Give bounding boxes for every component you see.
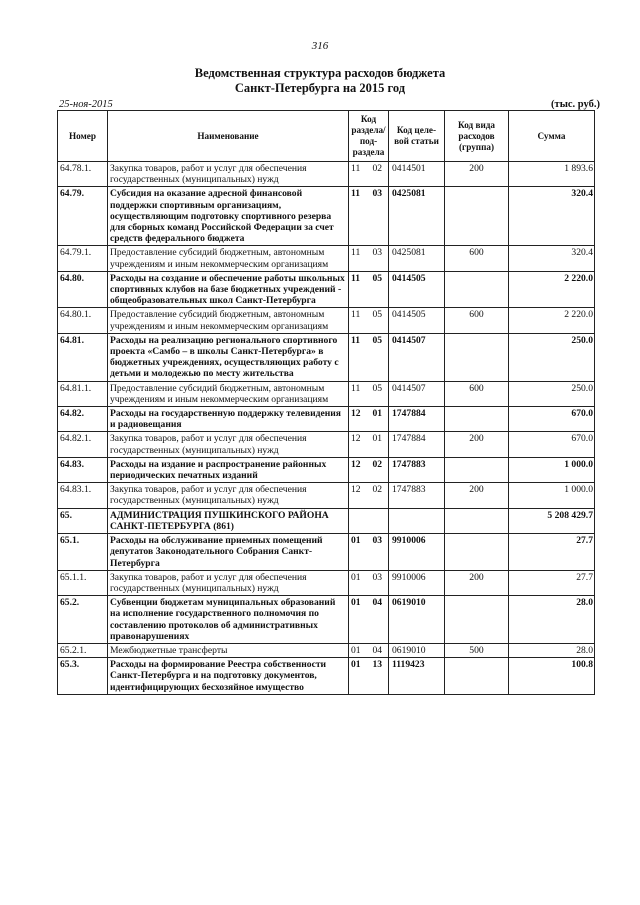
row-subsection: 01 bbox=[372, 433, 383, 445]
row-expense-type bbox=[445, 407, 509, 432]
row-section bbox=[349, 509, 367, 511]
row-section: 01 bbox=[351, 597, 361, 609]
row-section: 01 bbox=[351, 535, 361, 547]
row-target-code: 0414507 bbox=[389, 333, 445, 381]
document-date: 25-ноя-2015 bbox=[59, 99, 113, 110]
title-line-1: Ведомственная структура расходов бюджета bbox=[194, 66, 446, 80]
row-section: 01 bbox=[351, 571, 361, 583]
row-subsection: 03 bbox=[372, 571, 383, 583]
row-subsection bbox=[367, 509, 389, 511]
row-amount: 2 220.0 bbox=[509, 308, 595, 333]
row-name: Закупка товаров, работ и услуг для обеспечения государственных (муниципальных) нужд bbox=[108, 162, 349, 187]
row-amount: 320.4 bbox=[509, 246, 595, 271]
row-name: Расходы на обслуживание приемных помещений депутатов Законодательного Собрания Санкт-Петербурга bbox=[108, 534, 349, 571]
row-name: Расходы на формирование Реестра собственности Санкт-Петербурга и на подготовку документов, идентифицирующих бесхозяйное имущество bbox=[108, 658, 349, 695]
row-expense-type bbox=[445, 187, 509, 246]
row-expense-type: 200 bbox=[445, 432, 509, 457]
row-expense-type bbox=[445, 333, 509, 381]
row-amount: 670.0 bbox=[509, 432, 595, 457]
row-number: 64.82.1. bbox=[58, 432, 108, 457]
table-header-row bbox=[58, 111, 595, 162]
header-name: Наименование bbox=[108, 111, 349, 162]
row-subsection: 02 bbox=[372, 163, 383, 174]
row-section: 11 bbox=[351, 247, 361, 259]
row-section-code bbox=[349, 308, 389, 333]
row-section-code bbox=[349, 596, 389, 644]
row-amount: 320.4 bbox=[509, 187, 595, 246]
row-section: 11 bbox=[351, 163, 361, 174]
row-name: Расходы на государственную поддержку телевидения и радиовещания bbox=[108, 407, 349, 432]
page-number: 316 bbox=[311, 40, 329, 52]
row-amount: 5 208 429.7 bbox=[509, 508, 595, 533]
row-subsection: 05 bbox=[372, 382, 383, 394]
row-number: 64.83.1. bbox=[58, 483, 108, 508]
row-expense-type: 200 bbox=[445, 483, 509, 508]
row-name: Закупка товаров, работ и услуг для обеспечения государственных (муниципальных) нужд bbox=[108, 483, 349, 508]
row-number: 65. bbox=[58, 508, 108, 533]
row-amount: 2 220.0 bbox=[509, 271, 595, 308]
table-row bbox=[58, 534, 595, 571]
table-row bbox=[58, 432, 595, 457]
row-subsection: 05 bbox=[372, 334, 383, 346]
row-amount: 1 893.6 bbox=[509, 162, 595, 187]
row-amount: 250.0 bbox=[509, 333, 595, 381]
row-section: 01 bbox=[351, 659, 361, 671]
row-expense-type: 200 bbox=[445, 570, 509, 595]
row-subsection: 04 bbox=[372, 644, 383, 656]
table-row bbox=[58, 596, 595, 644]
row-name: Предоставление субсидий бюджетным, автономным учреждениям и иным некоммерческим организациям bbox=[108, 246, 349, 271]
table-row bbox=[58, 246, 595, 271]
row-subsection: 05 bbox=[372, 272, 383, 284]
table-row bbox=[58, 508, 595, 533]
header-number: Номер bbox=[58, 111, 108, 162]
table-row bbox=[58, 658, 595, 695]
table-row bbox=[58, 381, 595, 406]
row-number: 64.81.1. bbox=[58, 381, 108, 406]
row-subsection: 13 bbox=[372, 659, 383, 671]
row-section-code bbox=[349, 187, 389, 246]
row-section-code bbox=[349, 381, 389, 406]
row-name: Расходы на создание и обеспечение работы школьных спортивных клубов на базе бюджетных учреждений - общеобразовательных школ Санкт-Петербурга bbox=[108, 271, 349, 308]
row-expense-type: 600 bbox=[445, 308, 509, 333]
row-expense-type: 500 bbox=[445, 643, 509, 657]
row-target-code: 9910006 bbox=[389, 534, 445, 571]
row-target-code: 0414505 bbox=[389, 308, 445, 333]
row-number: 65.1.1. bbox=[58, 570, 108, 595]
row-section-code bbox=[349, 246, 389, 271]
row-section: 12 bbox=[351, 458, 361, 470]
row-amount: 670.0 bbox=[509, 407, 595, 432]
row-amount: 28.0 bbox=[509, 643, 595, 657]
table-row bbox=[58, 271, 595, 308]
row-expense-type bbox=[445, 271, 509, 308]
row-number: 64.78.1. bbox=[58, 162, 108, 187]
row-subsection: 03 bbox=[372, 188, 383, 200]
row-target-code: 0425081 bbox=[389, 187, 445, 246]
table-row bbox=[58, 643, 595, 657]
row-number: 65.1. bbox=[58, 534, 108, 571]
row-section: 11 bbox=[351, 272, 361, 284]
header-expense-type: Код вида расходов (группа) bbox=[445, 111, 509, 162]
row-amount: 27.7 bbox=[509, 534, 595, 571]
row-name: Субсидия на оказание адресной финансовой поддержки спортивным организациям, осуществляющим подготовку спортивного резерва для сборных команд Российской Федерации за счет средств федерального бюджета bbox=[108, 187, 349, 246]
row-section-code bbox=[349, 483, 389, 508]
row-target-code: 1747884 bbox=[389, 407, 445, 432]
header-target: Код целе- вой статьи bbox=[389, 111, 445, 162]
row-subsection: 05 bbox=[372, 309, 383, 321]
row-name: Предоставление субсидий бюджетным, автономным учреждениям и иным некоммерческим организациям bbox=[108, 381, 349, 406]
row-section-code bbox=[349, 271, 389, 308]
row-target-code: 1747883 bbox=[389, 457, 445, 482]
row-amount: 1 000.0 bbox=[509, 457, 595, 482]
row-section: 12 bbox=[351, 484, 361, 496]
row-target-code: 1747883 bbox=[389, 483, 445, 508]
row-amount: 1 000.0 bbox=[509, 483, 595, 508]
row-subsection: 02 bbox=[372, 484, 383, 496]
table-row bbox=[58, 570, 595, 595]
row-section: 01 bbox=[351, 644, 361, 656]
row-section-code bbox=[349, 407, 389, 432]
row-section-code bbox=[349, 432, 389, 457]
row-section: 11 bbox=[351, 382, 361, 394]
row-number: 64.80. bbox=[58, 271, 108, 308]
row-section-code bbox=[349, 333, 389, 381]
row-number: 65.2. bbox=[58, 596, 108, 644]
table-row bbox=[58, 187, 595, 246]
row-amount: 100.8 bbox=[509, 658, 595, 695]
row-target-code: 1119423 bbox=[389, 658, 445, 695]
row-section: 12 bbox=[351, 408, 361, 420]
row-name: Закупка товаров, работ и услуг для обеспечения государственных (муниципальных) нужд bbox=[108, 432, 349, 457]
row-expense-type: 600 bbox=[445, 246, 509, 271]
row-section-code bbox=[349, 162, 389, 187]
budget-table bbox=[57, 110, 595, 695]
row-subsection: 04 bbox=[372, 597, 383, 609]
table-row bbox=[58, 333, 595, 381]
row-subsection: 02 bbox=[372, 458, 383, 470]
header-amount: Сумма bbox=[509, 111, 595, 162]
row-section: 11 bbox=[351, 309, 361, 321]
row-target-code: 9910006 bbox=[389, 570, 445, 595]
row-expense-type bbox=[445, 457, 509, 482]
row-subsection: 03 bbox=[372, 247, 383, 259]
row-amount: 27.7 bbox=[509, 570, 595, 595]
row-section: 11 bbox=[351, 334, 361, 346]
row-amount: 250.0 bbox=[509, 381, 595, 406]
row-target-code bbox=[389, 508, 445, 533]
row-target-code: 0425081 bbox=[389, 246, 445, 271]
table-row bbox=[58, 162, 595, 187]
row-section-code bbox=[349, 508, 389, 533]
row-section-code bbox=[349, 643, 389, 657]
row-expense-type bbox=[445, 534, 509, 571]
row-expense-type bbox=[445, 596, 509, 644]
row-section-code bbox=[349, 457, 389, 482]
row-subsection: 03 bbox=[372, 535, 383, 547]
table-row bbox=[58, 407, 595, 432]
row-expense-type bbox=[445, 658, 509, 695]
row-number: 64.81. bbox=[58, 333, 108, 381]
row-target-code: 0414501 bbox=[389, 162, 445, 187]
row-number: 64.79. bbox=[58, 187, 108, 246]
row-name: АДМИНИСТРАЦИЯ ПУШКИНСКОГО РАЙОНА САНКТ-ПЕТЕРБУРГА (861) bbox=[108, 508, 349, 533]
row-target-code: 1747884 bbox=[389, 432, 445, 457]
row-section-code bbox=[349, 658, 389, 695]
row-name: Субвенции бюджетам муниципальных образований на исполнение государственного полномочия по составлению протоколов об административных правонарушениях bbox=[108, 596, 349, 644]
row-number: 64.80.1. bbox=[58, 308, 108, 333]
row-target-code: 0619010 bbox=[389, 596, 445, 644]
row-expense-type bbox=[445, 508, 509, 533]
row-number: 64.79.1. bbox=[58, 246, 108, 271]
row-target-code: 0414505 bbox=[389, 271, 445, 308]
row-number: 65.2.1. bbox=[58, 643, 108, 657]
row-name: Предоставление субсидий бюджетным, автономным учреждениям и иным некоммерческим организациям bbox=[108, 308, 349, 333]
row-name: Расходы на издание и распространение районных периодических печатных изданий bbox=[108, 457, 349, 482]
row-subsection: 01 bbox=[372, 408, 383, 420]
row-expense-type: 200 bbox=[445, 162, 509, 187]
row-section-code bbox=[349, 534, 389, 571]
row-amount: 28.0 bbox=[509, 596, 595, 644]
units-label: (тыс. руб.) bbox=[551, 99, 600, 110]
row-expense-type: 600 bbox=[445, 381, 509, 406]
table-row bbox=[58, 483, 595, 508]
header-section: Код раздела/ под- раздела bbox=[349, 111, 389, 162]
title-line-2: Санкт-Петербурга на 2015 год bbox=[234, 81, 406, 95]
document-title bbox=[0, 66, 640, 96]
row-number: 64.82. bbox=[58, 407, 108, 432]
row-name: Расходы на реализацию регионального спортивного проекта «Самбо – в школы Санкт-Петербурга» в бюджетных учреждениях, осуществляющих работу с детьми и молодежью по месту жительства bbox=[108, 333, 349, 381]
row-section: 11 bbox=[351, 188, 361, 200]
row-name: Межбюджетные трансферты bbox=[108, 643, 349, 657]
row-name: Закупка товаров, работ и услуг для обеспечения государственных (муниципальных) нужд bbox=[108, 570, 349, 595]
table-row bbox=[58, 457, 595, 482]
row-section-code bbox=[349, 570, 389, 595]
row-target-code: 0619010 bbox=[389, 643, 445, 657]
row-number: 64.83. bbox=[58, 457, 108, 482]
row-section: 12 bbox=[351, 433, 361, 445]
row-number: 65.3. bbox=[58, 658, 108, 695]
table-row bbox=[58, 308, 595, 333]
row-target-code: 0414507 bbox=[389, 381, 445, 406]
